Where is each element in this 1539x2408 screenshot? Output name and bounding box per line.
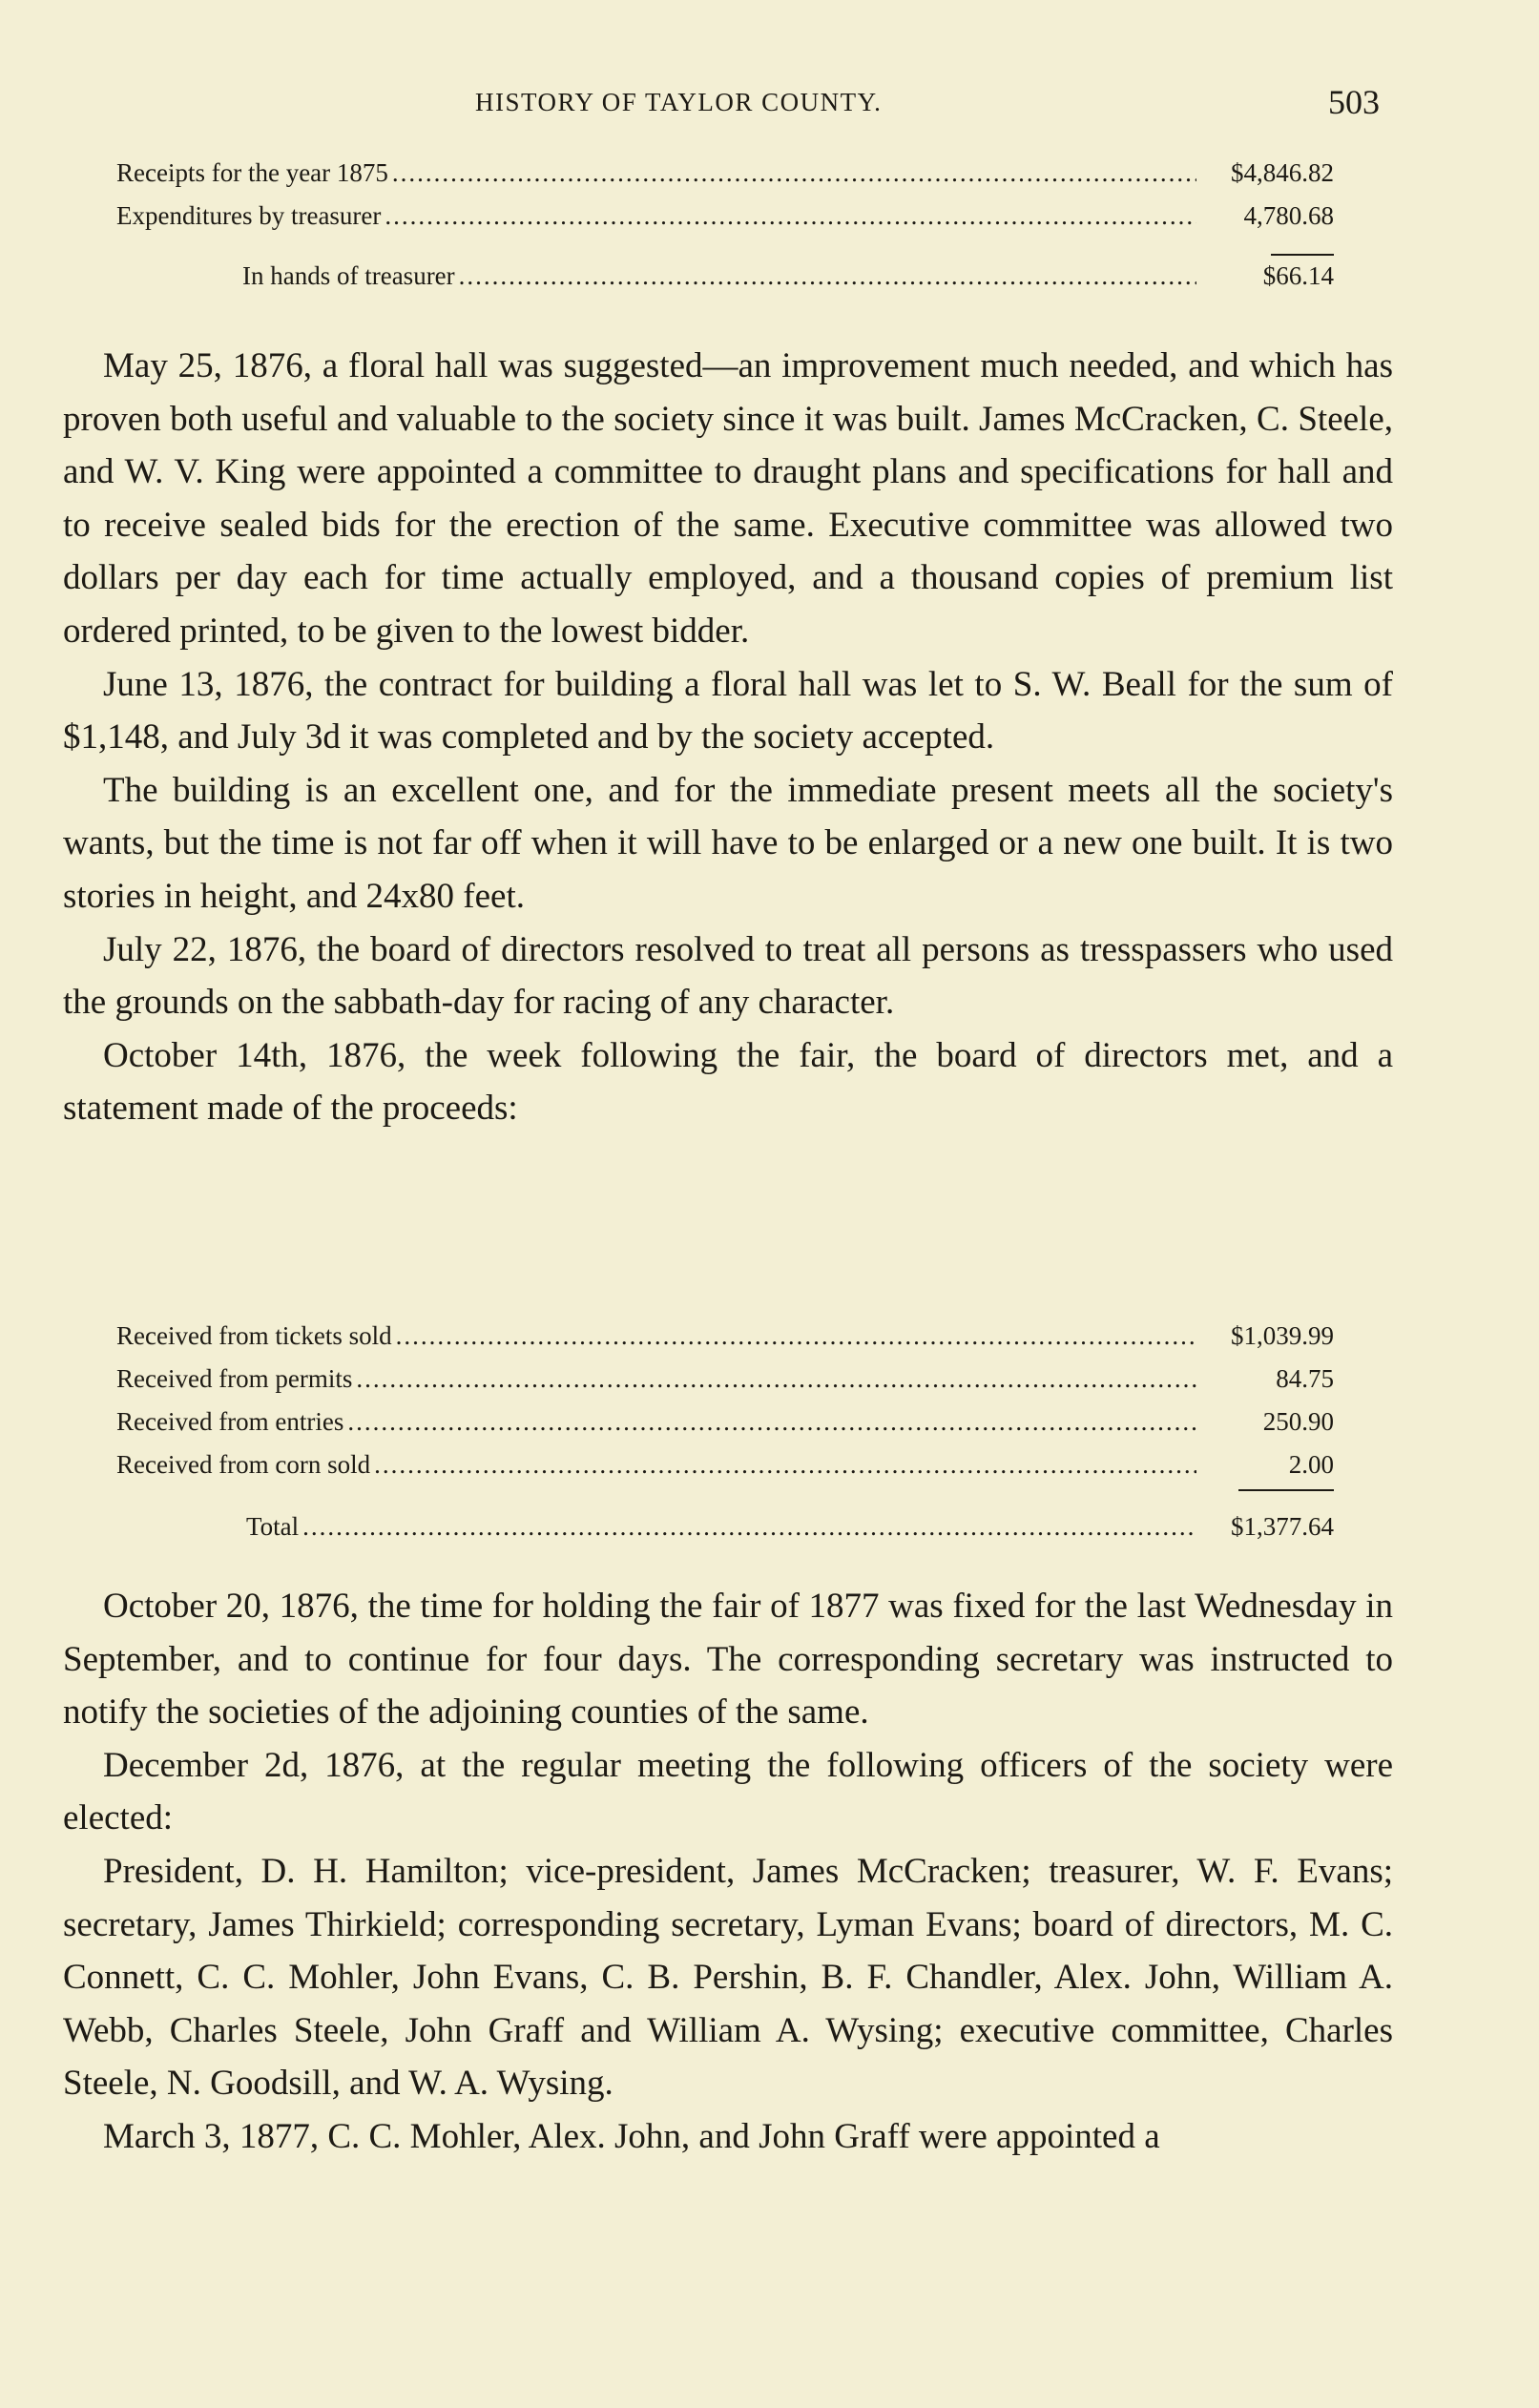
leader-dots	[459, 261, 1196, 291]
paragraph: The building is an excellent one, and for the immediate present meets all the society's wants, but the time is not far off when it will have to be enlarged or a new one built. It is two stories in height, and 24x80 feet.	[63, 770, 1393, 916]
paragraph: March 3, 1877, C. C. Mohler, Alex. John, and John Graff were appointed a	[103, 2116, 1160, 2156]
ledger-row	[116, 1407, 1334, 1450]
paragraph: July 22, 1876, the board of directors resolved to treat all persons as tresspassers who used the grounds on the sabbath-day for racing of any character.	[63, 929, 1393, 1023]
paragraph: December 2d, 1876, at the regular meeting the following officers of the society were elected:	[63, 1745, 1393, 1838]
ledger-label: Receipts for the year 1875	[116, 158, 388, 187]
ledger-row	[116, 1450, 1334, 1493]
ledger-row	[116, 1321, 1334, 1364]
ledger-label: Received from tickets sold	[116, 1321, 392, 1350]
paragraph: October 14th, 1876, the week following the fair, the board of directors met, and a statement made of the proceeds:	[63, 1035, 1393, 1129]
paragraph: President, D. H. Hamilton; vice-president, James McCracken; treasurer, W. F. Evans; secretary, James Thirkield; corresponding secretary, Lyman Evans; board of directors, M. C. Connett, C. C. Mohler, John Evans, C. B. Pershin, B. F. Chandler, Alex. John, William A. Webb, Charles Steele, John Graff and William A. Wysing; executive committee, Charles Steele, N. Goodsill, and W. A. Wysing.	[63, 1851, 1393, 2104]
ledger-amount: 4,780.68	[1243, 201, 1334, 230]
ledger-label: Received from permits	[116, 1364, 353, 1393]
leader-dots	[396, 1321, 1196, 1351]
ledger-total-label: In hands of treasurer	[242, 261, 455, 290]
body-text-1	[63, 340, 1393, 1135]
sum-rule	[1271, 254, 1334, 256]
ledger-amount: $1,039.99	[1231, 1321, 1334, 1350]
leader-dots	[385, 201, 1196, 231]
ledger-amount: 2.00	[1288, 1450, 1334, 1479]
ledger-total-row	[116, 261, 1334, 304]
ledger-label: Expenditures by treasurer	[116, 201, 382, 230]
sum-rule	[1238, 1489, 1334, 1491]
ledger-amount: $4,846.82	[1231, 158, 1334, 187]
body-text-2	[63, 1580, 1393, 2164]
ledger-amount: 250.90	[1262, 1407, 1334, 1436]
leader-dots	[302, 1512, 1196, 1542]
leader-dots	[356, 1364, 1196, 1394]
page-number: 503	[1328, 83, 1380, 121]
ledger-row	[116, 201, 1334, 244]
ledger-row	[116, 158, 1334, 201]
ledger-amount: 84.75	[1276, 1364, 1334, 1393]
ledger-row	[116, 1364, 1334, 1407]
leader-dots	[392, 158, 1196, 188]
leader-dots	[347, 1407, 1196, 1437]
treasurer-account-1875	[116, 158, 1334, 304]
ledger-label: Received from entries	[116, 1407, 344, 1436]
ledger-label: Received from corn sold	[116, 1450, 371, 1479]
paragraph: October 20, 1876, the time for holding the fair of 1877 was fixed for the last Wednesday in September, and to continue for four days. The corresponding secretary was instructed to notify the societies of the adjoining counties of the same.	[63, 1587, 1393, 1733]
ledger-total-amount: $1,377.64	[1231, 1512, 1334, 1541]
fair-proceeds-statement	[116, 1321, 1334, 1555]
running-title: HISTORY OF TAYLOR COUNTY.	[475, 88, 883, 116]
paragraph: June 13, 1876, the contract for building a floral hall was let to S. W. Beall for the sum of $1,148, and July 3d it was completed and by the society accepted.	[63, 664, 1393, 758]
ledger-total-amount: $66.14	[1262, 261, 1334, 290]
ledger-total-label: Total	[246, 1512, 300, 1541]
ledger-total-row	[116, 1512, 1334, 1555]
paragraph: May 25, 1876, a floral hall was suggested—an improvement much needed, and which has proven both useful and valuable to the society since it was built. James McCracken, C. Steele, and W. V. King were appointed a committee to draught plans and specifications for hall and to receive sealed bids for the erection of the same. Executive committee was allowed two dollars per day each for time actually employed, and a thousand copies of premium list ordered printed, to be given to the lowest bidder.	[63, 346, 1393, 651]
running-head	[0, 82, 1539, 120]
leader-dots	[374, 1450, 1196, 1480]
